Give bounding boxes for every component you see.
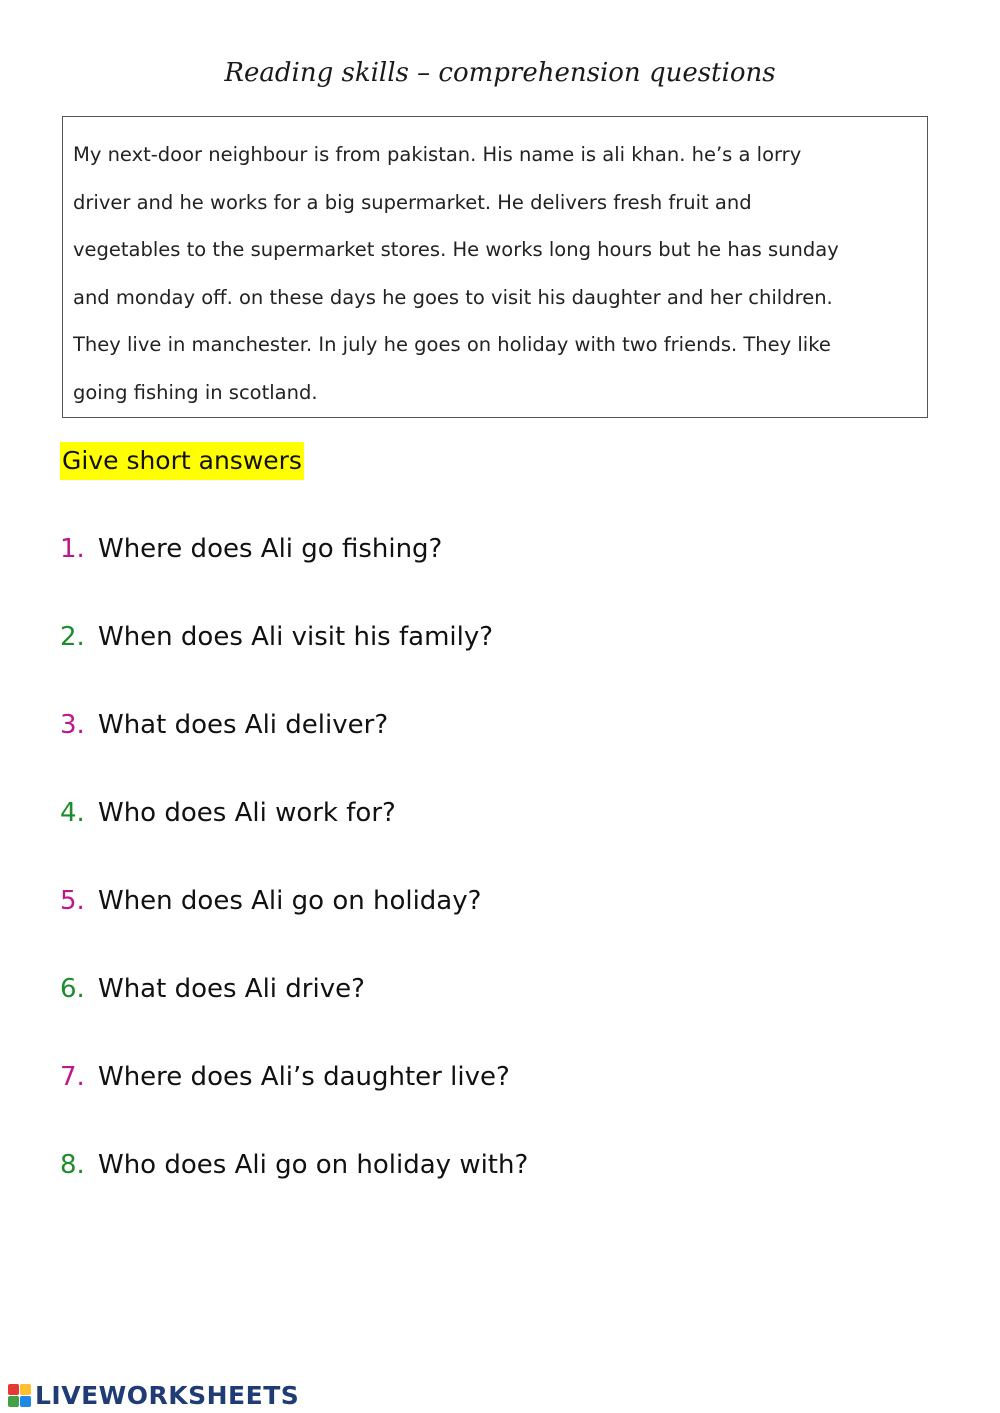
logo-text: LIVEWORKSHEETS	[35, 1380, 300, 1410]
worksheet-title: Reading skills – comprehension questions	[224, 58, 776, 88]
logo-square	[20, 1384, 31, 1395]
question-5	[60, 883, 481, 919]
passage-line: going fishing in scotland.	[73, 380, 318, 404]
reading-passage	[62, 116, 928, 418]
question-number: 7.	[60, 1062, 85, 1092]
liveworksheets-logo-icon	[8, 1384, 31, 1407]
question-text: Who does Ali work for?	[98, 798, 396, 828]
instruction-highlight: Give short answers	[60, 442, 304, 480]
passage-line: My next-door neighbour is from pakistan. His name is ali khan. he’s a lorry	[73, 143, 802, 166]
passage-line: vegetables to the supermarket stores. He works long hours but he has sunday	[73, 238, 839, 261]
question-text: Where does Ali go fishing?	[98, 534, 443, 564]
passage-line: and monday off. on these days he goes to visit his daughter and her children.	[73, 285, 833, 309]
question-number: 3.	[60, 710, 85, 740]
question-3	[60, 707, 388, 743]
question-number: 5.	[60, 886, 85, 916]
question-8	[60, 1147, 528, 1183]
question-number: 1.	[60, 534, 85, 564]
question-number: 6.	[60, 974, 85, 1004]
question-6	[60, 971, 365, 1007]
logo-square	[8, 1396, 19, 1407]
question-number: 2.	[60, 622, 85, 652]
logo-square	[20, 1396, 31, 1407]
passage-line: They live in manchester. In july he goes on holiday with two friends. They like	[73, 333, 831, 356]
question-4	[60, 795, 396, 831]
question-number: 8.	[60, 1150, 85, 1180]
question-text: When does Ali visit his family?	[98, 622, 494, 652]
liveworksheets-logo[interactable]	[8, 1380, 299, 1410]
question-2	[60, 619, 493, 655]
question-1	[60, 531, 442, 567]
logo-square	[8, 1384, 19, 1395]
question-text: What does Ali drive?	[98, 974, 365, 1004]
passage-line: driver and he works for a big supermarket. He delivers fresh fruit and	[73, 190, 752, 214]
question-7	[60, 1059, 510, 1095]
question-text: What does Ali deliver?	[98, 710, 389, 740]
question-text: Where does Ali’s daughter live?	[98, 1062, 510, 1092]
question-number: 4.	[60, 798, 85, 828]
question-text: When does Ali go on holiday?	[98, 886, 482, 916]
question-text: Who does Ali go on holiday with?	[98, 1150, 529, 1180]
